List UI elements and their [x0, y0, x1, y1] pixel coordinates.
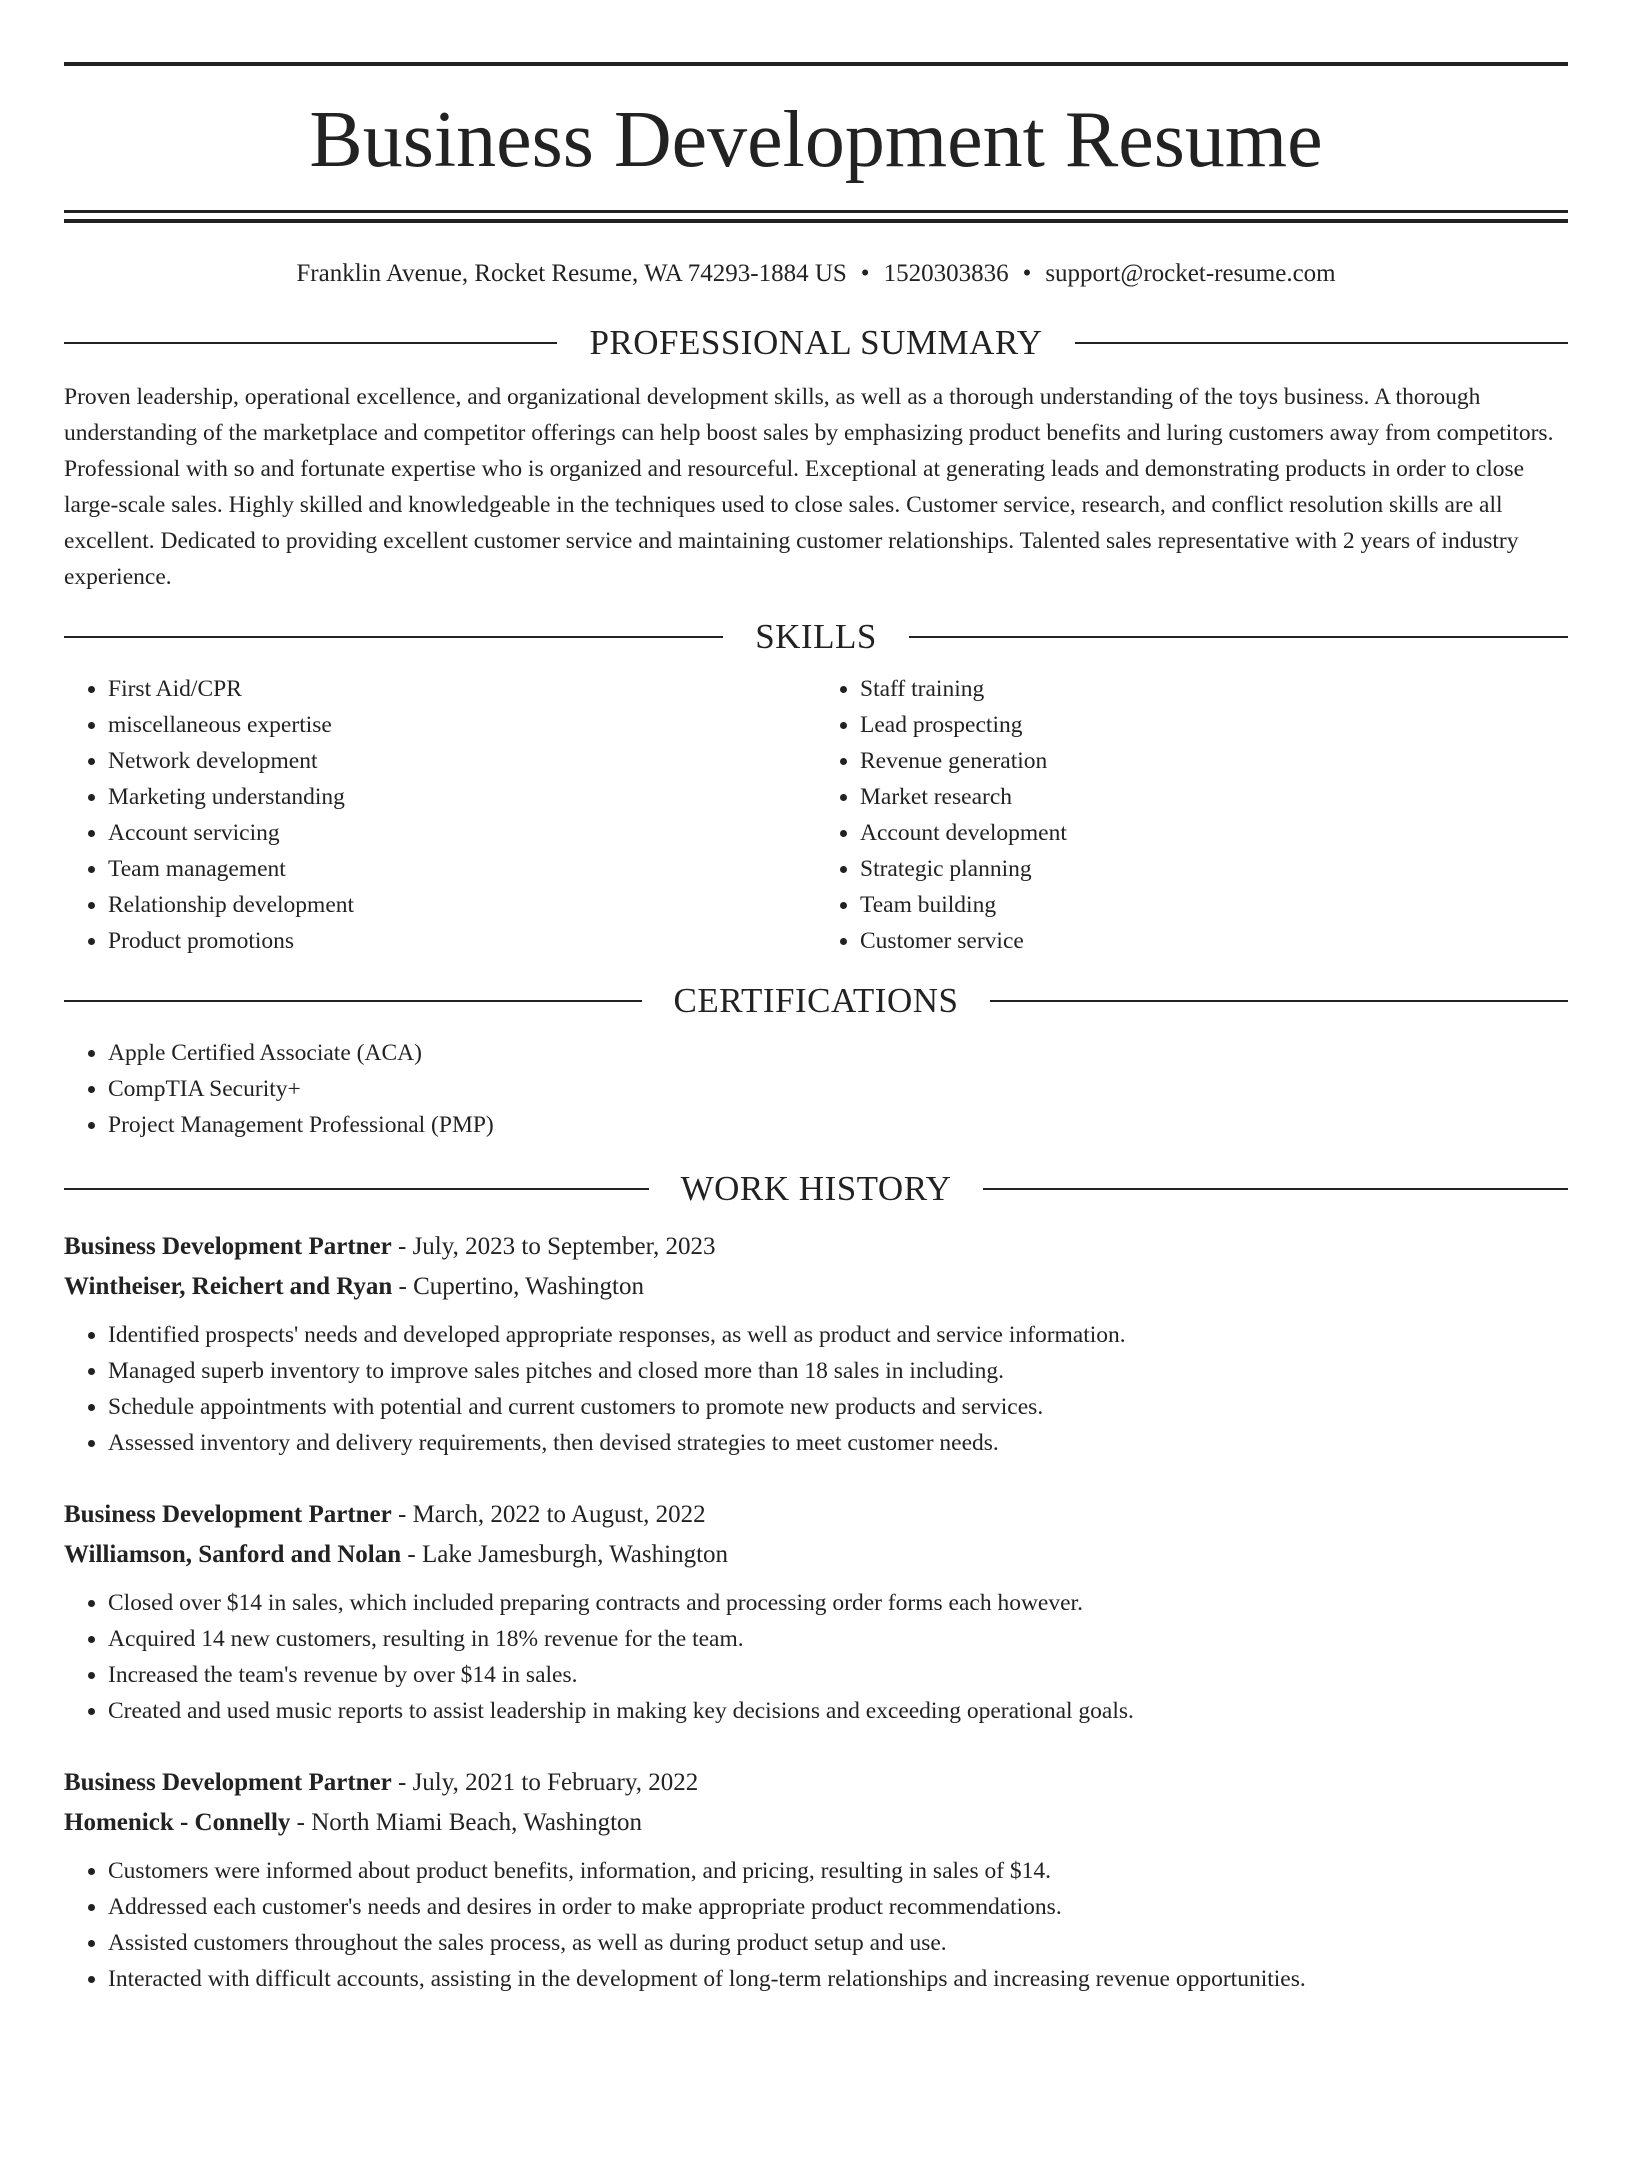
job-company: Wintheiser, Reichert and Ryan: [64, 1273, 393, 1300]
job-location: - Cupertino, Washington: [392, 1273, 644, 1300]
job-dates: - July, 2023 to September, 2023: [391, 1233, 716, 1260]
job-bullet: • Increased the team's revenue by over $14 in sales.: [108, 1657, 1568, 1693]
job-title-line: [64, 1227, 1568, 1267]
contact-address: Franklin Avenue, Rocket Resume, WA 74293-1884 US: [296, 260, 847, 287]
skills-column-right: [816, 671, 1568, 959]
job-bullet: • Acquired 14 new customers, resulting in 18% revenue for the team.: [108, 1621, 1568, 1657]
summary-heading: [64, 321, 1568, 365]
heading-rule-right: [909, 636, 1568, 638]
heading-rule-right: [990, 1000, 1568, 1002]
job-company-line: [64, 1535, 1568, 1575]
job-title: Business Development Partner: [64, 1769, 392, 1796]
certifications-list: [64, 1035, 1568, 1143]
skill-item: • Team building: [860, 887, 1568, 923]
job-company-line: [64, 1267, 1568, 1307]
heading-rule-left: [64, 636, 723, 638]
contact-separator: •: [1022, 260, 1032, 287]
skills-list-left: [64, 671, 816, 959]
heading-rule-left: [64, 342, 557, 344]
skill-item: • Product promotions: [108, 923, 816, 959]
heading-rule-left: [64, 1000, 642, 1002]
job-title: Business Development Partner: [64, 1233, 392, 1260]
certification-item: • Project Management Professional (PMP): [108, 1107, 1568, 1143]
skills-list-right: [816, 671, 1568, 959]
job-bullet: • Addressed each customer's needs and desires in order to make appropriate product recommendations.: [108, 1889, 1568, 1925]
skill-item: • Network development: [108, 743, 816, 779]
job-company: Williamson, Sanford and Nolan: [64, 1541, 402, 1568]
work-history-heading-label: WORK HISTORY: [680, 1169, 952, 1208]
skill-item: • Team management: [108, 851, 816, 887]
skill-item: • miscellaneous expertise: [108, 707, 816, 743]
skill-item: • Customer service: [860, 923, 1568, 959]
job-bullets: [64, 1585, 1568, 1729]
job-entry: [64, 1763, 1568, 1997]
skill-item: • Account development: [860, 815, 1568, 851]
skill-item: • Account servicing: [108, 815, 816, 851]
job-bullet: • Created and used music reports to assist leadership in making key decisions and exceeding operational goals.: [108, 1693, 1568, 1729]
job-title-line: [64, 1495, 1568, 1535]
certifications-heading: [64, 979, 1568, 1023]
skills-columns: [64, 671, 1568, 959]
job-company: Homenick - Connelly: [64, 1809, 291, 1836]
certifications-block: [64, 1035, 1568, 1143]
resume-title: Business Development Resume: [309, 96, 1323, 184]
job-entry: [64, 1495, 1568, 1729]
skill-item: • Revenue generation: [860, 743, 1568, 779]
job-bullet: • Identified prospects' needs and developed appropriate responses, as well as product and service information.: [108, 1317, 1568, 1353]
job-company-line: [64, 1803, 1568, 1843]
top-rule: [64, 62, 1568, 66]
skills-heading-label: SKILLS: [755, 617, 877, 656]
contact-phone: 1520303836: [883, 260, 1009, 287]
job-title: Business Development Partner: [64, 1501, 392, 1528]
heading-rule-right: [983, 1188, 1568, 1190]
summary-text: Proven leadership, operational excellence, and organizational development skills, as well as a thorough understanding of the toys business. A thorough understanding of the marketplace and competitor offerings can help boost sales by emphasizing product benefits and luring customers away from competitors. Professional with so and fortunate expertise who is organized and resourceful. Exceptional at generating leads and demonstrating products in order to close large-scale sales. Highly skilled and knowledgeable in the techniques used to close sales. Customer service, research, and conflict resolution skills are all excellent. Dedicated to providing excellent customer service and maintaining customer relationships. Talented sales representative with 2 years of industry experience.: [64, 384, 1554, 590]
job-location: - North Miami Beach, Washington: [290, 1809, 643, 1836]
summary-heading-label: PROFESSIONAL SUMMARY: [589, 323, 1043, 362]
heading-rule-left: [64, 1188, 649, 1190]
title-double-rule: [64, 210, 1568, 223]
job-dates: - July, 2021 to February, 2022: [391, 1769, 699, 1796]
skill-item: • First Aid/CPR: [108, 671, 816, 707]
job-bullet: • Assessed inventory and delivery requirements, then devised strategies to meet customer needs.: [108, 1425, 1568, 1461]
job-bullet: • Schedule appointments with potential and current customers to promote new products and services.: [108, 1389, 1568, 1425]
job-location: - Lake Jamesburgh, Washington: [401, 1541, 729, 1568]
job-dates: - March, 2022 to August, 2022: [391, 1501, 706, 1528]
skill-item: • Relationship development: [108, 887, 816, 923]
certification-item: • Apple Certified Associate (ACA): [108, 1035, 1568, 1071]
skill-item: • Marketing understanding: [108, 779, 816, 815]
skills-heading: [64, 615, 1568, 659]
job-bullet: • Customers were informed about product benefits, information, and pricing, resulting in sales of $14.: [108, 1853, 1568, 1889]
certification-item: • CompTIA Security+: [108, 1071, 1568, 1107]
work-history-heading: [64, 1167, 1568, 1211]
skills-column-left: [64, 671, 816, 959]
skill-item: • Lead prospecting: [860, 707, 1568, 743]
heading-rule-right: [1075, 342, 1568, 344]
job-bullets: [64, 1317, 1568, 1461]
skill-item: • Market research: [860, 779, 1568, 815]
contact-email: support@rocket-resume.com: [1045, 260, 1336, 287]
job-bullet: • Interacted with difficult accounts, assisting in the development of long-term relationships and increasing revenue opportunities.: [108, 1961, 1568, 1997]
job-bullets: [64, 1853, 1568, 1997]
resume-page: [0, 62, 1632, 2174]
contact-separator: •: [860, 260, 870, 287]
skill-item: • Staff training: [860, 671, 1568, 707]
job-title-line: [64, 1763, 1568, 1803]
job-bullet: • Assisted customers throughout the sales process, as well as during product setup and use.: [108, 1925, 1568, 1961]
contact-line: [64, 257, 1568, 291]
skill-item: • Strategic planning: [860, 851, 1568, 887]
certifications-heading-label: CERTIFICATIONS: [673, 981, 959, 1020]
job-entry: [64, 1227, 1568, 1461]
job-bullet: • Closed over $14 in sales, which included preparing contracts and processing order forms each however.: [108, 1585, 1568, 1621]
job-bullet: • Managed superb inventory to improve sales pitches and closed more than 18 sales in including.: [108, 1353, 1568, 1389]
